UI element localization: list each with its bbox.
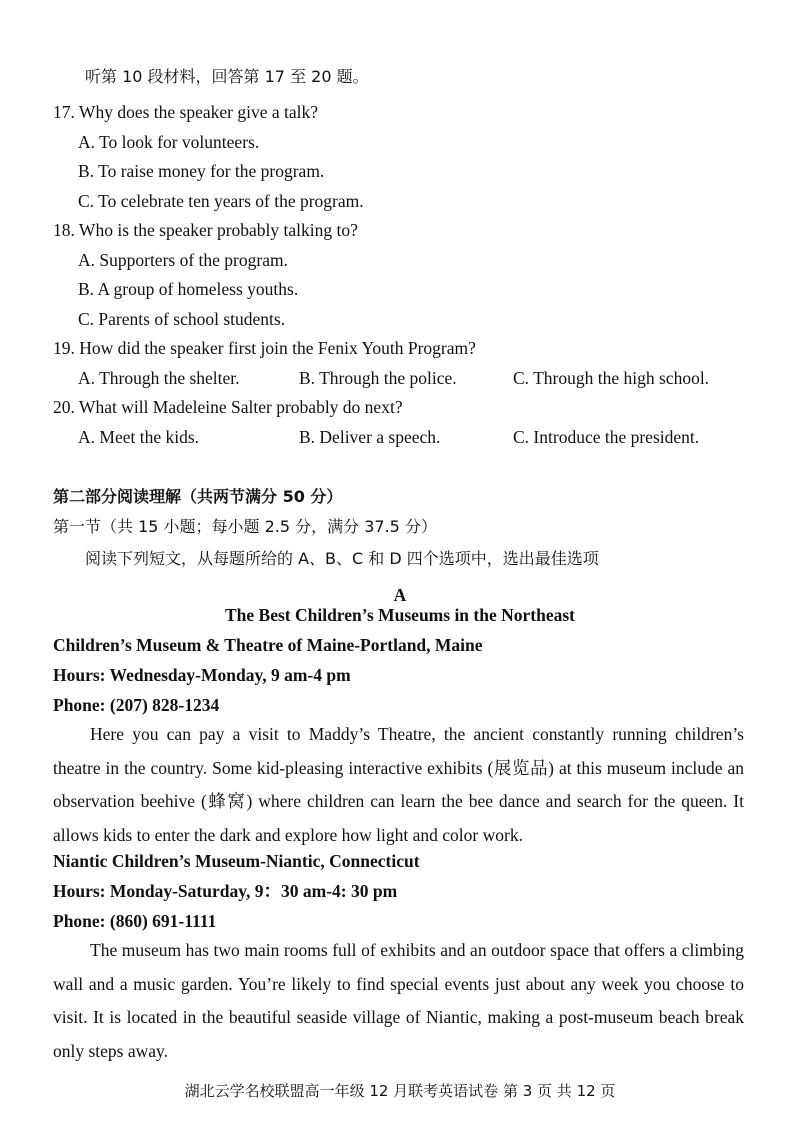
museum-1-name: Children’s Museum & Theatre of Maine-Portland, Maine bbox=[53, 635, 483, 655]
museum-1-phone: Phone: (207) 828-1234 bbox=[53, 695, 220, 715]
museum-1-hours: Hours: Wednesday-Monday, 9 am-4 pm bbox=[53, 665, 351, 685]
listening-intro: 听第 10 段材料，回答第 17 至 20 题。 bbox=[85, 67, 369, 86]
passage-title: The Best Children’s Museums in the Northeast bbox=[224, 605, 575, 625]
museum-2-phone: Phone: (860) 691-1111 bbox=[53, 911, 217, 931]
question-18-option-a: A. Supporters of the program. bbox=[78, 250, 288, 270]
question-18-option-b: B. A group of homeless youths. bbox=[78, 279, 299, 299]
question-17-stem: 17. Why does the speaker give a talk? bbox=[53, 102, 319, 122]
question-17-option-c: C. To celebrate ten years of the program. bbox=[78, 191, 364, 211]
question-18-option-c: C. Parents of school students. bbox=[78, 309, 286, 329]
museum-2-description: The museum has two main rooms full of exhibits and an outdoor space that offers a climbing wall and a music garden. You’re likely to find special events just about any week you choose to visit. It is located in the beautiful seaside village of Niantic, making a post-museum beach break only steps away. bbox=[53, 940, 744, 1061]
question-19-stem: 19. How did the speaker first join the Fenix Youth Program? bbox=[53, 338, 476, 358]
museum-1-description: Here you can pay a visit to Maddy’s Theatre, the ancient constantly running children’s theatre in the country. Some kid-pleasing interactive exhibits (展览品) at this museum include an observation beehive (蜂窝) where children can learn the bee dance and search for the queen. It allows kids to enter the dark and explore how light and color work. bbox=[53, 724, 744, 845]
reading-part-title: 第二部分阅读理解（共两节满分 50 分） bbox=[53, 487, 343, 506]
question-20-option-a: A. Meet the kids. bbox=[78, 427, 200, 447]
reading-instruction: 阅读下列短文，从每题所给的 A、B、C 和 D 四个选项中，选出最佳选项 bbox=[85, 549, 599, 568]
question-20-stem: 20. What will Madeleine Salter probably do next? bbox=[53, 397, 403, 417]
question-20-option-b: B. Deliver a speech. bbox=[299, 427, 441, 447]
reading-section-title: 第一节（共 15 小题；每小题 2.5 分，满分 37.5 分） bbox=[53, 517, 437, 536]
museum-2-hours: Hours: Monday-Saturday, 9：30 am-4: 30 pm bbox=[53, 881, 398, 901]
question-17-option-b: B. To raise money for the program. bbox=[78, 161, 325, 181]
question-19-option-c: C. Through the high school. bbox=[513, 368, 710, 388]
museum-2-name: Niantic Children’s Museum-Niantic, Connecticut bbox=[53, 851, 420, 871]
question-20-option-c: C. Introduce the president. bbox=[513, 427, 700, 447]
question-19-option-b: B. Through the police. bbox=[299, 368, 457, 388]
page-footer: 湖北云学名校联盟高一年级 12 月联考英语试卷 第 3 页 共 12 页 bbox=[184, 1082, 616, 1100]
question-19-option-a: A. Through the shelter. bbox=[78, 368, 240, 388]
question-17-option-a: A. To look for volunteers. bbox=[78, 132, 260, 152]
passage-label: A bbox=[393, 585, 407, 605]
question-18-stem: 18. Who is the speaker probably talking to? bbox=[53, 220, 358, 240]
